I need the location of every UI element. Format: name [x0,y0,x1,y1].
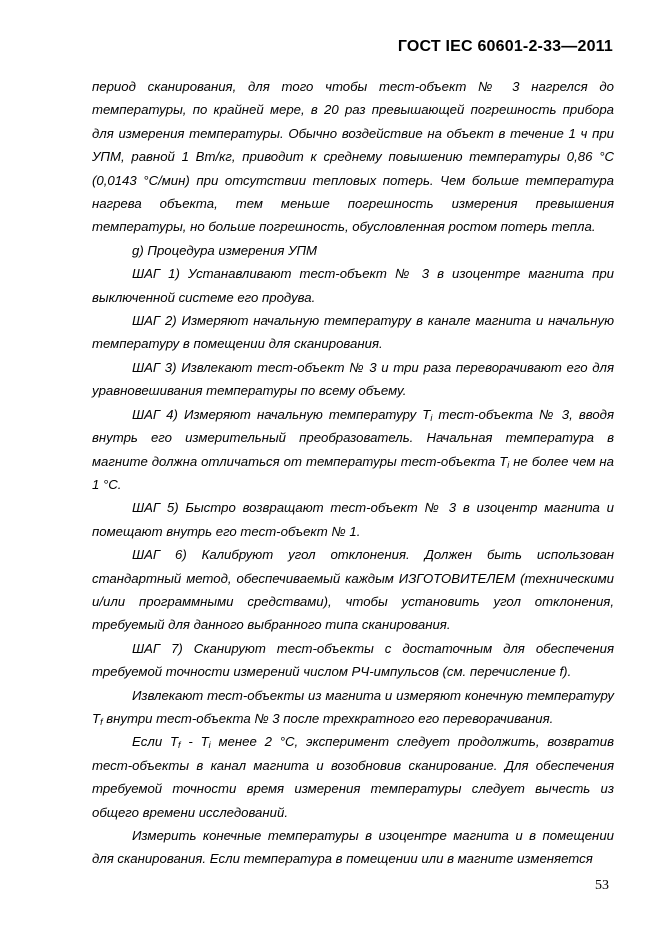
extract-text-1: Извлекают тест-объекты из магнита и измеряют конечную температуру T [92,687,614,726]
condition-sub-2: i [208,740,211,751]
step4-text-2: тест-объекта № 3, вводя внутрь его измерительный преобразователь. Начальная температура в магните должна отличаться от температуры тест-объекта T [92,406,614,469]
paragraph-condition [92,730,614,824]
paragraph-step-6: ШАГ 6) Калибруют угол отклонения. Должен быть использован стандартный метод, обеспечиваемый каждым ИЗГОТОВИТЕЛЕМ (техническими и/или программными средствами), чтобы установить угол отклонения, требуемый для данного выбранного типа сканирования. [92,547,614,633]
paragraph-step-5: ШАГ 5) Быстро возвращают тест-объект № 3 в изоцентр магнита и помещают внутрь его тест-объект № 1. [92,500,614,539]
step4-sub-2: i [507,459,510,470]
document-header: ГОСТ IEC 60601-2-33—2011 [397,38,613,55]
document-body [92,75,614,871]
condition-text-3: менее 2 °С, эксперимент следует продолжить, возвратив тест-объекты в канал магнита и возобновив сканирование. Для обеспечения требуемой точности время измерения температуры следует вычесть из общего времени исследований. [92,734,614,820]
paragraph-step-1: ШАГ 1) Устанавливают тест-объект № 3 в изоцентре магнита при выключенной системе его продува. [92,266,614,305]
condition-text-1: Если T [132,734,179,750]
paragraph-extract [92,684,614,731]
condition-text-2: - T [180,734,209,750]
page-number: 53 [595,878,609,893]
step4-text-1: ШАГ 4) Измеряют начальную температуру T [132,406,431,422]
step4-sub-1: i [430,412,433,423]
paragraph-step-3: ШАГ 3) Извлекают тест-объект № 3 и три раза переворачивают его для уравновешивания температуры по всему объему. [92,359,614,399]
condition-sub-1: f [178,740,181,751]
paragraph-step-2: ШАГ 2) Измеряют начальную температуру в канале магнита и начальную температуру в помещении для сканирования. [92,313,614,352]
paragraph-scan-period: период сканирования, для того чтобы тест-объект № 3 нагрелся до температуры, по крайней мере, в 20 раз превышающей погрешность прибора для измерения температуры. Обычно воздействие на объект в течение 1 ч при УПМ, равной 1 Вт/кг, приводит к среднему повышению температуры 0,86 °С (0,0143 °С/мин) при отсутствии тепловых потерь. Чем больше температура нагрева объекта, тем меньше погрешность измерения превышения температуры, но больше погрешность, обусловленная ростом потерь тепла. [92,79,614,235]
paragraph-step-4 [92,403,614,497]
extract-sub-1: f [100,716,103,727]
paragraph-step-7: ШАГ 7) Сканируют тест-объекты с достаточным для обеспечения требуемой точности измерений числом РЧ-импульсов (см. перечисление f). [92,640,614,680]
step4-text-3: не более чем на 1 °С. [92,453,614,492]
paragraph-procedure-heading: g) Процедура измерения УПМ [132,242,318,258]
extract-text-2: внутри тест-объекта № 3 после трехкратного его переворачивания. [102,710,554,726]
paragraph-final-measure: Измерить конечные температуры в изоцентре магнита и в помещении для сканирования. Если температура в помещении или в магните изменяется [92,828,614,867]
